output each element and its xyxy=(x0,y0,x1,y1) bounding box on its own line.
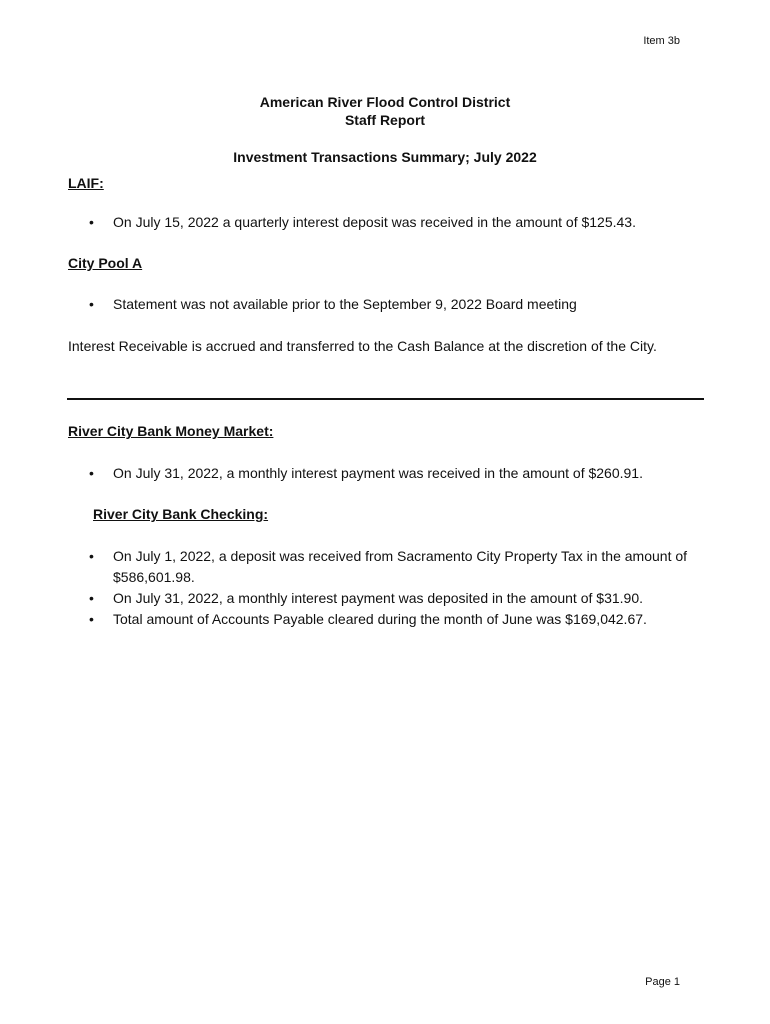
report-heading: Investment Transactions Summary; July 2022 xyxy=(233,149,537,165)
section-divider xyxy=(67,398,704,400)
page-number: Page 1 xyxy=(645,976,680,988)
bullet-icon: • xyxy=(89,611,94,627)
city-pool-heading: City Pool A xyxy=(68,255,143,271)
document-title: American River Flood Control District xyxy=(259,94,511,110)
list-item: • On July 31, 2022, a monthly interest payment was received in the amount of $260.91. xyxy=(89,463,709,484)
document-subtitle: Staff Report xyxy=(344,112,426,128)
money-market-list xyxy=(89,463,709,484)
item-label: Item 3b xyxy=(643,35,680,47)
list-item: • Total amount of Accounts Payable cleared during the month of June was $169,042.67. xyxy=(89,609,689,630)
list-item: • On July 31, 2022, a monthly interest payment was deposited in the amount of $31.90. xyxy=(89,588,689,609)
bullet-icon: • xyxy=(89,296,94,312)
interest-note: Interest Receivable is accrued and transferred to the Cash Balance at the discretion of the City. xyxy=(68,338,657,354)
money-market-heading: River City Bank Money Market: xyxy=(68,423,274,439)
bullet-icon: • xyxy=(89,465,94,481)
laif-list xyxy=(89,212,709,233)
laif-heading: LAIF: xyxy=(68,175,104,191)
checking-heading: River City Bank Checking: xyxy=(93,506,269,522)
bullet-icon: • xyxy=(89,214,94,230)
list-item: • On July 1, 2022, a deposit was received from Sacramento City Property Tax in the amount of $586,601.98. xyxy=(89,548,688,585)
bullet-icon: • xyxy=(89,590,94,606)
list-item: • Statement was not available prior to the September 9, 2022 Board meeting xyxy=(89,294,709,315)
bullet-icon: • xyxy=(89,548,94,564)
city-pool-list xyxy=(89,294,709,315)
checking-list xyxy=(89,546,689,630)
list-item: • On July 15, 2022 a quarterly interest deposit was received in the amount of $125.43. xyxy=(89,212,709,233)
